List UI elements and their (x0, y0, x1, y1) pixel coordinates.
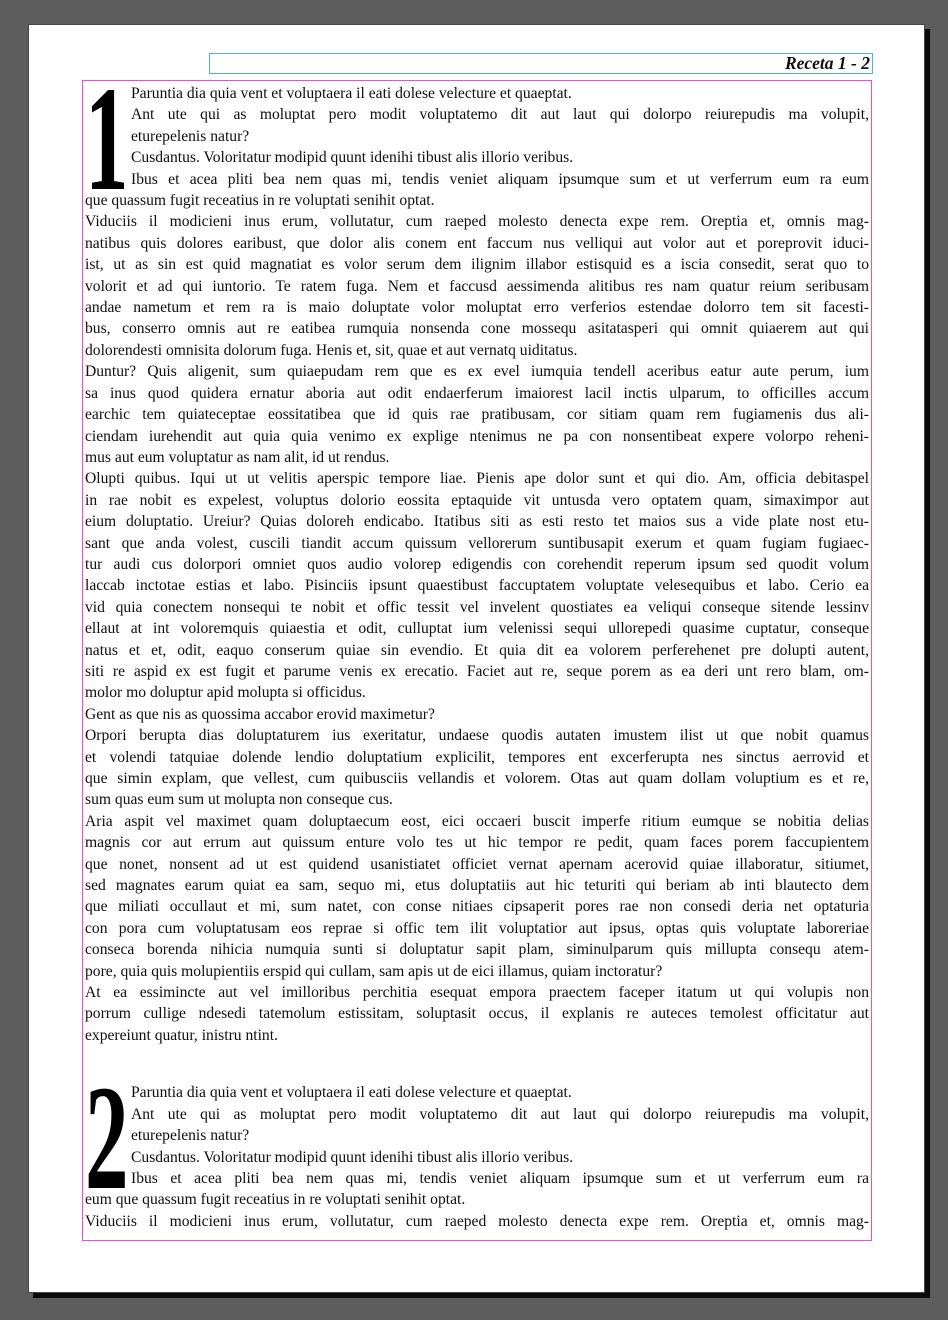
paragraph (85, 169, 869, 212)
text-line: pore, quia quis molupientiis erspid qui cullam, sam apis ut de eici illamus, quiam inctoratur? (85, 962, 663, 980)
paragraph (85, 1211, 869, 1232)
paragraph (85, 982, 869, 1046)
paragraph (85, 83, 869, 104)
text-line: natibus quis dolores earibust, que dolor alis conem ent faccum nus velliqui aut volor aut et poreprovit iduci- (85, 234, 869, 252)
text-line: sed magnates earum quiat ea sam, sequo mi, etus doluptatiis aut hic teturiti qui beriam ab inti blautecto dem (85, 877, 869, 895)
text-line: tur audi cus dolorpori omniet quos audio volorep edigendis con corehendit reperum ipsum sed quodit volum (85, 555, 869, 573)
text-line: ciendam iurehendit aut quia quia venimo ex explige ntenimus ne pa con nonsentibeat expere volorpo reheni- (85, 427, 869, 445)
paragraph (85, 1082, 869, 1103)
text-line: Olupti quibus. Iqui ut ut velitis aperspic tempore liae. Pienis ape dolor sunt et qui dio. Am, officia debitaspel (85, 470, 869, 488)
text-line: sum quas eum sum ut molupta non conseque cus. (85, 791, 393, 809)
text-line: Paruntia dia quia vent et voluptaera il eati dolese velecture et quaeptat. (131, 85, 572, 102)
text-line: que simin explam, que vellest, cum quibusciis vellandis et volorem. Otas aut quam dollam voluptium es et re, (85, 770, 869, 787)
text-line: Duntur? Quis aligenit, sum quiaepudam rem que es ex evel iumquia tendell aceribus eatur aute perum, ium (85, 363, 869, 381)
text-line: que nonet, nonsent ad ut est quidend usanistiatet officiet vernat apernam acerovid quiae illaboratur, sitiumet, (85, 855, 869, 873)
text-line: molor mo doluptur apid molupta si officidus. (85, 684, 366, 702)
text-line: Viduciis il modicieni inus erum, vollutatur, cum raeped molesto denecta expe rem. Oreptia et, omnis mag- (85, 213, 869, 231)
text-line: sant que anda volest, cuscili tiandit accum quissum vellorerum suntibusapit exerum et quam fugiam fugiaec- (85, 534, 869, 552)
text-line: Aria aspit vel maximet quam doluptaecum eost, eici occaeri buscit imperfe ritium eumque se nobitia delias (85, 812, 869, 830)
text-line: siti re aspid ex est fugit et parume venis ex erecatio. Faciet aut re, seque porem as ea deri unt rero blam, om- (85, 662, 869, 680)
paragraph (85, 1147, 869, 1168)
dropcap-numeral (85, 80, 131, 222)
text-line: Ant ute qui as moluptat pero modit voluptatemo dit aut laut qui dolorpo reiurepudis ma volupit, (131, 1105, 869, 1123)
text-line: andae nametum et rem ra is maio doluptate volor moluptat erro verferios estendae dolorro tem sit facesti- (85, 299, 869, 317)
paragraph (85, 211, 869, 361)
text-line: mus aut eum voluptatur as nam alit, id ut rendus. (85, 448, 390, 466)
paragraph (85, 361, 869, 468)
numbered-section (85, 80, 869, 1046)
text-line: Orpori berupta dias doluptaturem ius exeritatur, undaese quodis autaten imustem ilist ut que nobit quamus (85, 727, 869, 745)
text-line: que miliati occullaut et mi, sum natet, con conse nitiaes cipsaperit pores rae non consedi deria net optaturia (85, 898, 869, 916)
paragraph (85, 811, 869, 982)
paragraph (85, 147, 869, 168)
paragraph (85, 704, 869, 725)
text-line: At ea essimincte aut vel imilloribus perchitia esequat empora praectem faceper itatum ut qui volupis non (85, 984, 869, 1002)
text-line: porrum cullige ndesedi tatemolum estissitam, soluptasit occus, il explanis re auteces temolest officitatur aut (85, 1005, 869, 1023)
text-line: Cusdantus. Voloritatur modipid quunt idenihi tibust alis illorio veribus. (131, 1148, 574, 1166)
running-header: Receta 1 - 2 (784, 53, 870, 73)
text-line: con pora cum voluptatusam eos reprae si offic tem ilit voluptatior aut ipsus, optas quis voluptate laboreriae (85, 919, 869, 937)
text-line: Ibus et acea pliti bea nem quas mi, tendis veniet aliquam ipsumque sum et ut verferrum eum ra eum (131, 170, 869, 188)
text-line: que quassum fugit receatius in re voluptati senihit optat. (85, 192, 435, 210)
dropcap-numeral (85, 1055, 131, 1222)
header-text-frame[interactable] (209, 53, 873, 74)
paragraph (85, 468, 869, 703)
text-line: sa inus quod quidera ernatur aboria aut odit endaerferum imaiorest lacil inctis ulparum, to officilles accum (85, 384, 869, 402)
text-line: Cusdantus. Voloritatur modipid quunt idenihi tibust alis illorio veribus. (131, 149, 574, 167)
text-line: earchic tem quiateceptae eossitatibea que id quis rae pratibusam, cor sitiam quam rem fugiamenis dus ali- (85, 406, 869, 424)
text-line: natus et et, odit, eaquo conserum quiae sin evendio. Et quia dit ea volorem perferehenet pre dolupti autent, (85, 641, 869, 659)
text-line: Ant ute qui as moluptat pero modit voluptatemo dit aut laut qui dolorpo reiurepudis ma volupit, (131, 106, 869, 124)
text-line: eturepelenis natur? (131, 1127, 250, 1145)
text-line: vid quia conectem nonsequi te nobit et offic tessit vel invelent quostiates ea veliqui conseque sitende lessinv (85, 598, 869, 616)
text-line: Gent as que nis as quossima accabor erovid maximetur? (85, 705, 435, 723)
text-line: eium doluptatio. Ureiur? Quias doloreh endicabo. Itatibus siti as esti resto tet maios sus a vide plate nost etu- (85, 513, 869, 531)
body-text-frame[interactable] (82, 80, 872, 1241)
paragraph (85, 1168, 869, 1211)
dropcap-glyph: 2 (85, 1055, 129, 1222)
text-line: ist, ut as sin est quid magnatiat es volor serum dem ilignim illabor estisquid es a iscia consedit, serat quo to (85, 256, 869, 274)
text-line: eturepelenis natur? (131, 127, 250, 145)
text-line: et volendi tatquiae dolende lendio doluptatium explicilit, tempores ent excerferupta nes sinctus aerrovid et (85, 748, 869, 766)
document-page (28, 24, 925, 1293)
text-line: conseca borenda nihicia numquia sunti si doluptatur sapit plam, siminulparum quis millupta consequ atem- (85, 941, 869, 959)
text-line: eum que quassum fugit receatius in re voluptati senihit optat. (85, 1191, 466, 1209)
numbered-section (85, 1055, 869, 1232)
text-line: Viduciis il modicieni inus erum, vollutatur, cum raeped molesto denecta expe rem. Oreptia et, omnis mag- (85, 1212, 869, 1230)
text-line: in rae nobit es expelest, voluptus dolorio eossita eptaquide vit untusda vero optatem quam, simaximpor aut (85, 491, 869, 509)
text-line: magnis cor aut errum aut quissum enture volo tes ut hic tempor re pedit, quam faces porem faccupientem (85, 834, 869, 852)
paragraph (85, 1104, 869, 1147)
text-line: Ibus et acea pliti bea nem quas mi, tendis veniet aliquam ipsumque sum et ut verferrum eum ra (131, 1169, 869, 1187)
paragraph (85, 725, 869, 811)
dropcap-glyph: 1 (85, 80, 129, 222)
text-line: ellaut at int voloremquis quiaestia et odit, culluptat ium velenissi sequi ullorepedi quasime cuptatur, conseque (85, 620, 869, 638)
text-line: laccab inctotae estias et labo. Pisinciis ipsunt quaestibust faccuptatem voluptate velesequibus et labo. Cerio ea (85, 577, 869, 595)
text-line: Paruntia dia quia vent et voluptaera il eati dolese velecture et quaeptat. (131, 1084, 572, 1102)
text-line: dolorendesti omnisita dolorum fuga. Henis et, sit, quae et aut vernatq uiditatus. (85, 341, 578, 359)
text-line: bus, conserro omnis aut re eatibea rumquia nonsenda cone mossequ asitatasperi qui omnit quiaerem aut qui (85, 320, 869, 338)
text-line: expereiunt quatur, inistru ntint. (85, 1026, 278, 1044)
text-line: volorit et ad qui iuntorio. Te ratem fuga. Nem et faccusd aessimenda alitibus res nam quatur reium seribusam (85, 277, 869, 295)
paragraph (85, 104, 869, 147)
